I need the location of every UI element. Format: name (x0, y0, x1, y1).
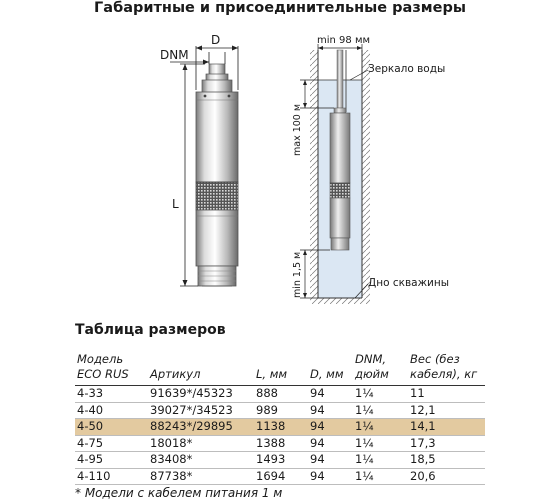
cell-length: 989 (254, 402, 308, 419)
cell-article: 39027*/34523 (148, 402, 254, 419)
cell-dnm: 1¼ (353, 402, 408, 419)
header-length: L, мм (254, 352, 308, 386)
dnm-label: DNM (160, 48, 189, 62)
header-article: Артикул (148, 352, 254, 386)
header-diameter: D, мм (308, 352, 353, 386)
cell-weight: 12,1 (408, 402, 485, 419)
table-row (75, 468, 485, 485)
cell-dnm: 1¼ (353, 452, 408, 469)
header-model: Модель ECO RUS (75, 352, 148, 386)
cell-model: 4-50 (75, 419, 148, 436)
well-diagram (310, 50, 370, 304)
cell-article: 83408* (148, 452, 254, 469)
cell-diameter: 94 (308, 419, 353, 436)
cell-model: 4-75 (75, 435, 148, 452)
table-row (75, 386, 485, 403)
cell-model: 4-33 (75, 386, 148, 403)
header-weight: Вес (без кабеля), кг (408, 352, 485, 386)
d-label: D (211, 33, 221, 47)
footnote: * Модели с кабелем питания 1 м (75, 486, 283, 500)
cell-article: 91639*/45323 (148, 386, 254, 403)
cell-diameter: 94 (308, 402, 353, 419)
table-row-highlighted (75, 419, 485, 436)
cell-article: 18018* (148, 435, 254, 452)
min-width-label: min 98 мм (317, 35, 371, 46)
cell-model: 4-95 (75, 452, 148, 469)
well-bottom-label: Дно скважины (368, 277, 450, 289)
cell-dnm: 1¼ (353, 419, 408, 436)
table-header-row (75, 352, 485, 386)
min-bottom-label: min 1,5 м (292, 251, 303, 298)
cell-model: 4-110 (75, 468, 148, 485)
cell-diameter: 94 (308, 435, 353, 452)
cell-article: 88243*/29895 (148, 419, 254, 436)
cell-diameter: 94 (308, 386, 353, 403)
cell-length: 1388 (254, 435, 308, 452)
cell-weight: 11 (408, 386, 485, 403)
cell-diameter: 94 (308, 468, 353, 485)
header-dnm: DNM, дюйм (353, 352, 408, 386)
cell-diameter: 94 (308, 452, 353, 469)
cell-length: 1694 (254, 468, 308, 485)
cell-weight: 20,6 (408, 468, 485, 485)
table-row (75, 452, 485, 469)
cell-dnm: 1¼ (353, 386, 408, 403)
max-depth-label: max 100 м (292, 103, 303, 156)
table-title: Таблица размеров (75, 322, 226, 338)
cell-article: 87738* (148, 468, 254, 485)
cell-weight: 14,1 (408, 419, 485, 436)
sizes-table (75, 352, 485, 485)
cell-dnm: 1¼ (353, 435, 408, 452)
dimension-diagram (0, 22, 560, 312)
table-row (75, 402, 485, 419)
water-mirror-label: Зеркало воды (368, 63, 446, 75)
cell-model: 4-40 (75, 402, 148, 419)
cell-length: 888 (254, 386, 308, 403)
cell-weight: 18,5 (408, 452, 485, 469)
cell-length: 1138 (254, 419, 308, 436)
table-row (75, 435, 485, 452)
cell-weight: 17,3 (408, 435, 485, 452)
page-title: Габаритные и присоединительные размеры (94, 0, 466, 16)
pump-drawing (196, 64, 238, 286)
cell-length: 1493 (254, 452, 308, 469)
cell-dnm: 1¼ (353, 468, 408, 485)
l-label: L (172, 197, 179, 211)
